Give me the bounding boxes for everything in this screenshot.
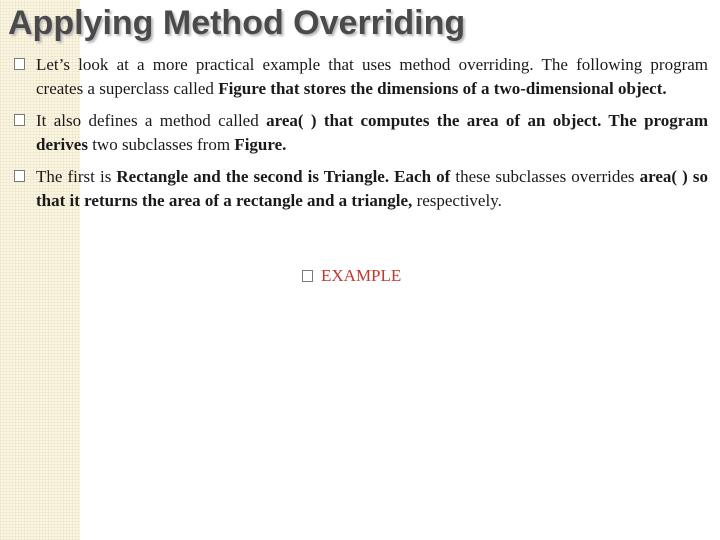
example-label: EXAMPLE xyxy=(321,266,402,285)
square-bullet-icon xyxy=(14,170,25,182)
example-link[interactable] xyxy=(302,264,401,288)
bullet-text-plain: these subclasses overrides xyxy=(450,167,640,186)
slide-title: Applying Method Overriding xyxy=(8,4,466,42)
bullet-text-bold: Rectangle and the second is Triangle. Each of xyxy=(116,167,451,186)
bullet-text-plain: two subclasses from xyxy=(87,135,235,154)
bullet-text-bold: Figure that stores the dimensions of a two-dimensional object. xyxy=(218,79,667,98)
bullet-item xyxy=(14,53,708,101)
square-bullet-icon xyxy=(14,114,25,126)
bullet-list xyxy=(14,53,708,221)
bullet-text-bold: area( ) that computes the area of an object. The program derives xyxy=(36,111,708,154)
bullet-item xyxy=(14,165,708,213)
bullet-text-bold: area( ) so that it returns the area of a rectangle and a triangle, xyxy=(36,167,708,210)
bullet-text-plain: The first is xyxy=(36,167,117,186)
bullet-text-bold: Figure. xyxy=(234,135,287,154)
square-bullet-icon xyxy=(302,270,313,282)
bullet-text-plain: It also defines a method called xyxy=(36,111,267,130)
bullet-text-plain: Let’s look at a more practical example that uses method overriding. The following program creates a superclass called xyxy=(36,55,708,98)
bullet-item xyxy=(14,109,708,157)
bullet-text-plain: respectively. xyxy=(412,191,502,210)
square-bullet-icon xyxy=(14,58,25,70)
